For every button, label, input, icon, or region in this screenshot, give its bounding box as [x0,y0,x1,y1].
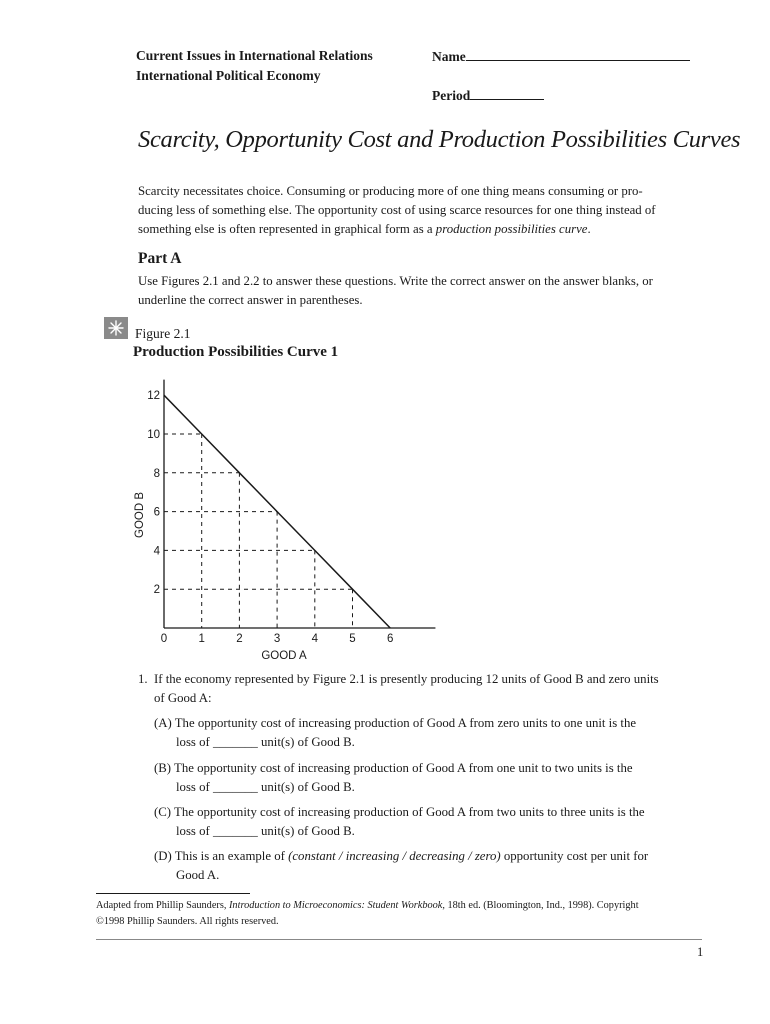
footnote-line-1 [96,898,706,914]
x-tick-label: 4 [311,633,319,645]
footnote-text-end: 18th ed. (Bloomington, Ind., 1998). Copyright [444,900,639,911]
figure-title: Production Possibilities Curve 1 [133,344,339,360]
question-1d-text: (D) This is an example of [154,849,289,863]
period-label: Period [432,88,471,103]
intro-line-2: ducing less of something else. The opportunity cost of using scarce resources for one thing instead of [138,203,656,217]
chart-guides [164,434,353,628]
footnote-line-2: ©1998 Phillip Saunders. All rights reserved. [96,916,279,927]
unit-title: International Political Economy [136,68,321,83]
y-tick-label: 6 [153,506,160,519]
bottom-rule [96,939,702,940]
part-a-heading: Part A [138,250,182,267]
footnote-rule [96,893,250,894]
footnote-text: Adapted from Phillip Saunders, [96,900,229,911]
name-label: Name [432,49,466,64]
y-axis-label: GOOD B [134,491,146,539]
question-1b-line-2: loss of _______ unit(s) of Good B. [176,780,355,794]
intro-period: . [587,222,591,236]
question-1b-line-1: (B) The opportunity cost of increasing production of Good A from one unit to two units is the [154,761,633,775]
figure-label: Figure 2.1 [135,326,191,341]
question-1a-line-2: loss of _______ unit(s) of Good B. [176,735,355,749]
x-tick-label: 6 [386,633,394,645]
x-tick-label: 5 [349,633,356,645]
x-tick-label: 1 [198,633,205,645]
intro-line-3-text: something else is often represented in graphical form as a [138,222,436,236]
question-1-line-1: If the economy represented by Figure 2.1 is presently producing 12 units of Good B and zero units [154,672,659,686]
question-1c-line-1: (C) The opportunity cost of increasing production of Good A from two units to three units is the [154,805,645,819]
question-1d-choices[interactable]: (constant / increasing / decreasing / zero) [288,849,501,863]
course-title: Current Issues in International Relations [136,48,373,63]
page-number: 1 [697,945,704,959]
y-tick-label: 8 [153,467,160,480]
intro-term: production possibilities curve [435,222,588,236]
question-1d-line-2: Good A. [176,868,220,882]
question-1a-line-1: (A) The opportunity cost of increasing production of Good A from zero units to one unit is the [154,716,637,730]
question-1c [154,803,714,841]
question-1b [154,759,714,797]
footnote-book-title: Introduction to Microeconomics: Student Workbook, [229,900,445,911]
part-a-line-1: Use Figures 2.1 and 2.2 to answer these questions. Write the correct answer on the answer blanks, or [138,274,653,288]
x-tick-label: 2 [236,633,243,645]
footnote [96,898,706,930]
chart-tick-labels [147,390,393,645]
y-tick-label: 2 [153,584,160,597]
y-tick-label: 12 [147,390,160,403]
question-1-text [154,670,714,708]
question-1c-line-2: loss of _______ unit(s) of Good B. [176,824,355,838]
question-1a [154,714,714,752]
question-1-number: 1. [138,672,148,686]
question-1-line-2: of Good A: [154,691,212,705]
chart-axes [164,380,435,628]
question-1d [154,847,714,885]
x-tick-label: 3 [273,633,281,645]
question-1d-line-1 [154,847,714,866]
part-a-line-2: underline the correct answer in parentheses. [138,293,363,307]
question-1d-text-end: opportunity cost per unit for [500,849,649,863]
y-tick-label: 10 [147,429,160,441]
intro-line-1: Scarcity necessitates choice. Consuming or producing more of one thing means consuming or pro- [138,184,643,198]
y-tick-label: 4 [153,545,160,558]
x-tick-label: 0 [160,633,168,645]
x-axis-label: GOOD A [261,650,307,662]
page-title: Scarcity, Opportunity Cost and Production Possibilities Curves [138,126,741,153]
